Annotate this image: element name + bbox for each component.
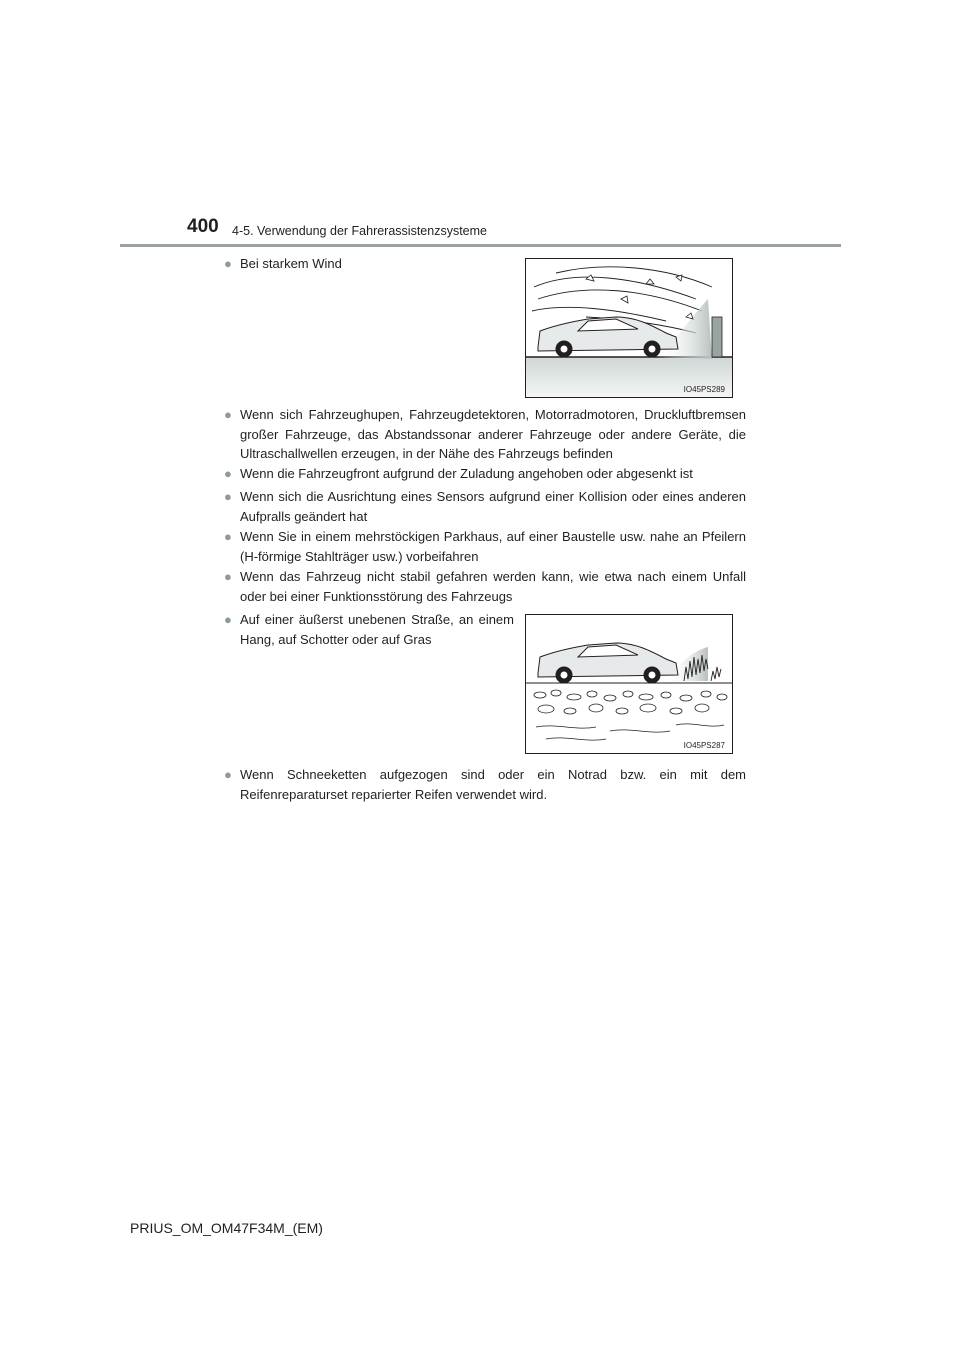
car-wind-illustration xyxy=(526,259,732,397)
wall xyxy=(712,317,722,357)
figure-rough-road xyxy=(525,614,733,754)
bullet-icon: ● xyxy=(224,569,232,584)
page-number: 400 xyxy=(187,216,219,237)
figure-code: IO45PS287 xyxy=(683,741,725,750)
bullet-item-sensor-alignment xyxy=(224,487,746,526)
bullet-icon: ● xyxy=(224,256,232,271)
bullet-text: Wenn das Fahrzeug nicht stabil gefahren werden kann, wie etwa nach einem Unfall oder bei einer Funktionsstörung des Fahrzeugs xyxy=(240,569,746,604)
bullet-text: Auf einer äußerst unebenen Straße, an einem Hang, auf Schotter oder auf Gras xyxy=(240,612,514,647)
bullet-icon: ● xyxy=(224,767,232,782)
bullet-item-ultrasonic xyxy=(224,405,746,464)
bullet-text: Wenn Sie in einem mehrstöckigen Parkhaus, auf einer Baustelle usw. nahe an Pfeilern (H-förmige Stahlträger usw.) vorbeifahren xyxy=(240,529,746,564)
bullet-item-parking-garage xyxy=(224,527,746,566)
bullet-text: Wenn sich Fahrzeughupen, Fahrzeugdetektoren, Motorradmotoren, Druckluftbremsen großer Fahrzeuge, das Abstandssonar anderer Fahrzeuge oder andere Geräte, die Ultraschallwellen erzeugen, in der Nähe des Fahrzeugs befinden xyxy=(240,407,746,461)
bullet-item-unstable xyxy=(224,567,746,606)
car-gravel-illustration xyxy=(526,615,732,753)
bullet-text: Wenn die Fahrzeugfront aufgrund der Zuladung angehoben oder abgesenkt ist xyxy=(240,466,693,481)
footer-code: PRIUS_OM_OM47F34M_(EM) xyxy=(130,1220,323,1236)
bullet-text: Bei starkem Wind xyxy=(240,256,342,271)
figure-code: IO45PS289 xyxy=(683,385,725,394)
bullet-icon: ● xyxy=(224,466,232,481)
bullet-item-strong-wind xyxy=(224,254,514,274)
header-rule xyxy=(120,244,841,247)
bullet-text: Wenn sich die Ausrichtung eines Sensors aufgrund einer Kollision oder eines anderen Aufpralls geändert hat xyxy=(240,489,746,524)
bullet-item-load xyxy=(224,464,746,484)
section-title: 4-5. Verwendung der Fahrerassistenzsysteme xyxy=(232,224,487,238)
bullet-text: Wenn Schneeketten aufgezogen sind oder ein Notrad bzw. ein mit dem Reifenreparaturset reparierter Reifen verwendet wird. xyxy=(240,767,746,802)
bullet-icon: ● xyxy=(224,612,232,627)
bullet-icon: ● xyxy=(224,529,232,544)
figure-strong-wind xyxy=(525,258,733,398)
bullet-item-snow-chains xyxy=(224,765,746,804)
car-silhouette xyxy=(538,643,678,683)
bullet-icon: ● xyxy=(224,407,232,422)
car-silhouette xyxy=(538,317,678,357)
bullet-item-rough-road xyxy=(224,610,514,649)
bullet-icon: ● xyxy=(224,489,232,504)
